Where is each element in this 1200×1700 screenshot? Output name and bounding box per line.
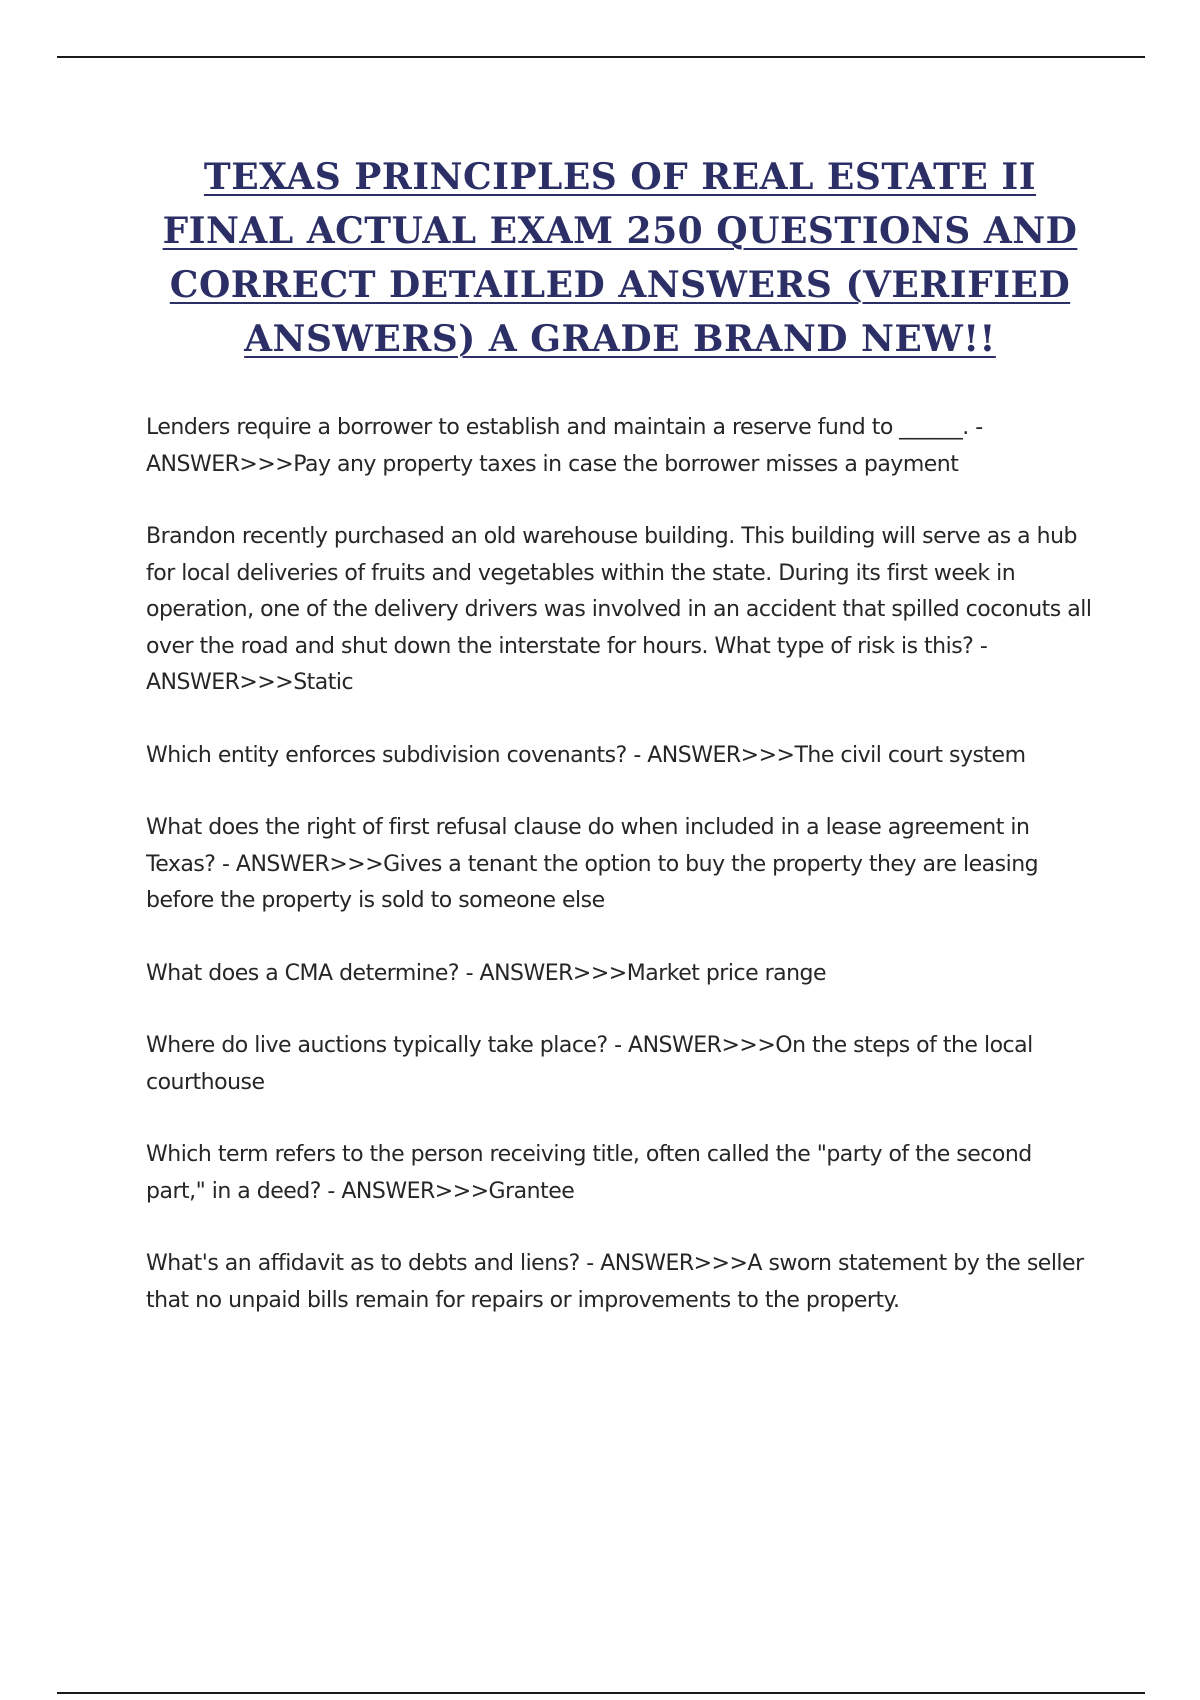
qa-item: What does the right of first refusal clause do when included in a lease agreement in Texas? - ANSWER>>>Gives a tenant the option to buy the property they are leasing before the property is sold to someone else [146,815,1039,913]
qa-item: Which term refers to the person receiving title, often called the "party of the second part," in a deed? - ANSWER>>>Grantee [146,1142,1032,1204]
qa-item: Brandon recently purchased an old warehouse building. This building will serve as a hub for local deliveries of fruits and vegetables within the state. During its first week in operation, one of the delivery drivers was involved in an accident that spilled coconuts all over the road and shut down the interstate for hours. What type of risk is this? - ANSWER>>>Static [146,524,1092,695]
qa-item: Lenders require a borrower to establish and maintain a reserve fund to ______. - ANSWER>>>Pay any property taxes in case the borrower misses a payment [146,415,983,477]
document-title: TEXAS PRINCIPLES OF REAL ESTATE II FINAL ACTUAL EXAM 250 QUESTIONS AND CORRECT DETAILED ANSWERS (VERIFIED ANSWERS) A GRADE BRAND NEW!! [162,156,1078,360]
qa-item: Where do live auctions typically take place? - ANSWER>>>On the steps of the local courthouse [146,1033,1033,1095]
top-rule [57,56,1145,58]
title-block [160,150,1080,366]
bottom-rule [57,1692,1145,1694]
qa-item: Which entity enforces subdivision covenants? - ANSWER>>>The civil court system [146,742,1026,768]
qa-item: What's an affidavit as to debts and liens? - ANSWER>>>A sworn statement by the seller that no unpaid bills remain for repairs or improvements to the property. [146,1251,1084,1313]
qa-item: What does a CMA determine? - ANSWER>>>Market price range [146,960,827,986]
qa-list [146,410,1096,1355]
